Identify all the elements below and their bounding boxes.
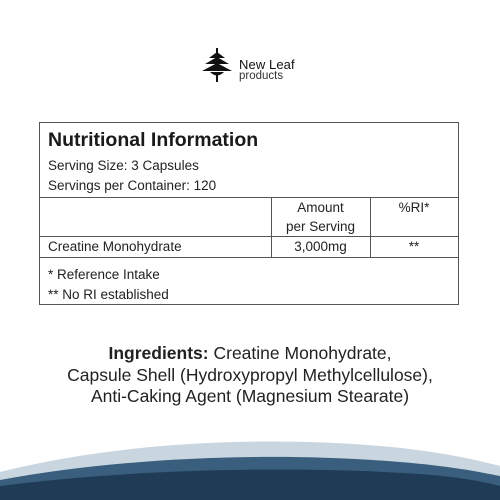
layered-tree-icon	[200, 46, 234, 86]
footnote-no-ri: ** No RI established	[48, 287, 169, 302]
brand-subtitle: products	[239, 70, 284, 82]
header-amount-line2: per Serving	[285, 219, 356, 234]
ingredient-amount: 3,000mg	[294, 239, 347, 254]
ingredients-text-1: Creatine Monohydrate,	[208, 343, 392, 363]
decorative-wave	[0, 436, 500, 500]
header-amount-line1: Amount	[297, 200, 344, 215]
brand-name: New Leaf	[239, 57, 295, 72]
nutrition-table	[39, 122, 459, 305]
serving-size: Serving Size: 3 Capsules	[48, 158, 199, 173]
nutrition-title: Nutritional Information	[48, 129, 259, 151]
ingredients-label: Ingredients:	[108, 343, 209, 363]
ingredients-block	[20, 343, 480, 408]
divider	[40, 257, 458, 258]
footnote-reference-intake: * Reference Intake	[48, 267, 160, 282]
header-amount	[271, 198, 370, 236]
ingredients-text-2: Capsule Shell (Hydroxypropyl Methylcellulose),	[67, 364, 433, 385]
ingredient-name: Creatine Monohydrate	[48, 239, 182, 254]
ingredients-line1	[20, 343, 480, 365]
header-ri: %RI*	[398, 200, 430, 215]
ingredients-text-3: Anti-Caking Agent (Magnesium Stearate)	[90, 386, 410, 406]
divider	[40, 236, 458, 237]
brand-logo	[200, 46, 310, 86]
ingredient-ri: **	[408, 239, 420, 254]
servings-per-container: Servings per Container: 120	[48, 178, 217, 193]
